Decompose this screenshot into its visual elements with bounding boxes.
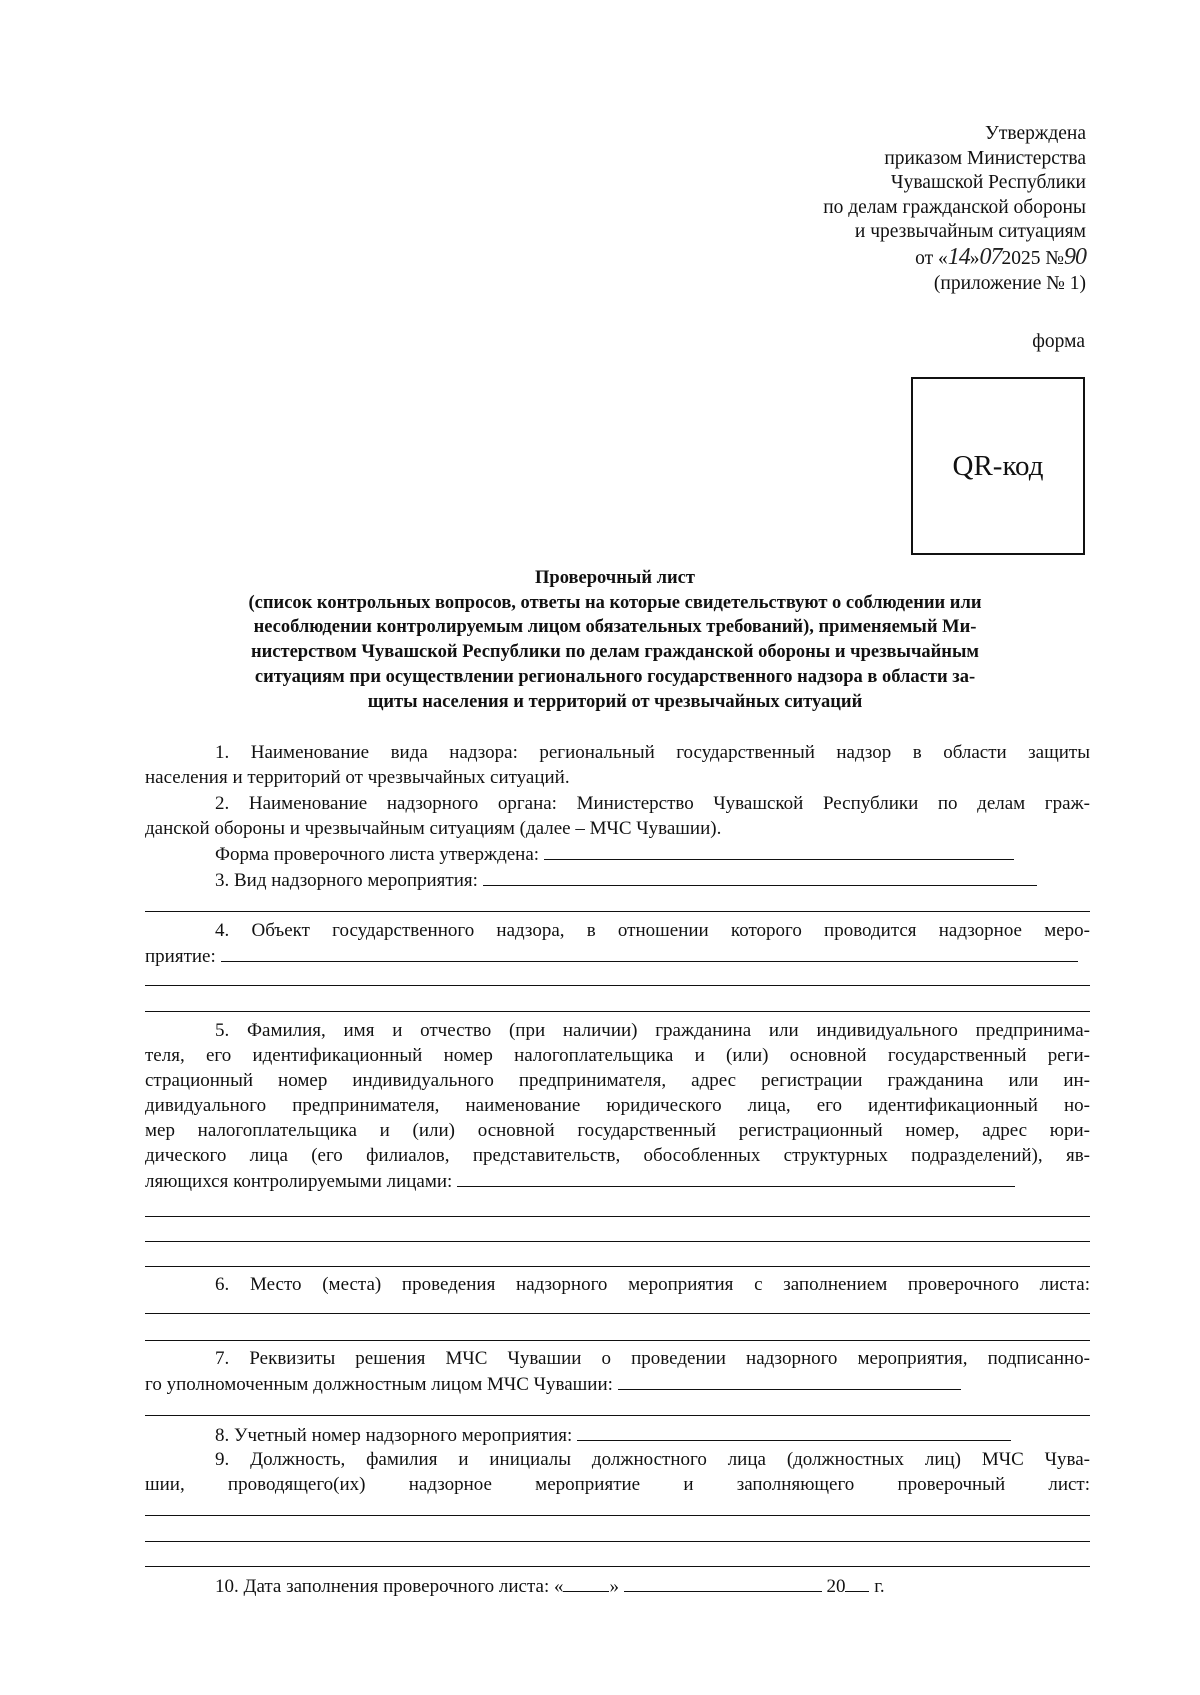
item-9-extra-line[interactable] bbox=[145, 1566, 1090, 1567]
item-9-line-2: шии, проводящего(их) надзорное мероприятие и заполняющего проверочный лист: bbox=[145, 1474, 1090, 1495]
title-line: ситуациям при осуществлении регионального государственного надзора в области за- bbox=[254, 666, 976, 687]
item-6-line: 6. Место (места) проведения надзорного мероприятия с заполнением проверочного листа: bbox=[215, 1274, 1090, 1295]
item-7-label: го уполномоченным должностным лицом МЧС Чувашии: bbox=[145, 1374, 613, 1395]
approval-line: Утверждена bbox=[985, 123, 1086, 144]
item-7-row bbox=[145, 1371, 1090, 1397]
item-6-extra-line[interactable] bbox=[145, 1313, 1090, 1314]
item-9-extra-line[interactable] bbox=[145, 1541, 1090, 1542]
item-9-extra-line[interactable] bbox=[145, 1515, 1090, 1516]
approval-line: по делам гражданской обороны bbox=[823, 196, 1086, 218]
item-5-line: теля, его идентификационный номер налогоплательщика и (или) основной государственный реги- bbox=[145, 1045, 1090, 1066]
item-7-field[interactable] bbox=[618, 1371, 961, 1390]
approval-date bbox=[823, 245, 1086, 272]
item-5-line: мер налогоплательщика и (или) основной государственный регистрационный номер, адрес юри- bbox=[145, 1120, 1090, 1141]
item-4-extra-line[interactable] bbox=[145, 985, 1090, 986]
item-8-row bbox=[145, 1422, 1090, 1448]
item-8-field[interactable] bbox=[577, 1422, 1011, 1441]
title-line: (список контрольных вопросов, ответы на которые свидетельствуют о соблюдении или bbox=[248, 592, 982, 613]
approval-block bbox=[823, 122, 1086, 296]
form-approved-label: Форма проверочного листа утверждена: bbox=[215, 844, 540, 865]
item-5-extra-line[interactable] bbox=[145, 1216, 1090, 1217]
approval-line: Чувашской Республики bbox=[890, 172, 1086, 194]
approval-line: приказом Министерства bbox=[884, 147, 1086, 169]
item-5-line: дивидуального предпринимателя, наименование юридического лица, его идентификационный но- bbox=[145, 1095, 1090, 1116]
item-2-line-2: данской обороны и чрезвычайным ситуациям (далее – МЧС Чувашии). bbox=[145, 818, 722, 839]
handwritten-number: 90 bbox=[1064, 243, 1086, 270]
title-line: щиты населения и территорий от чрезвычайных ситуаций bbox=[367, 691, 863, 712]
item-5-extra-line[interactable] bbox=[145, 1266, 1090, 1267]
date-year: 2025 № bbox=[1001, 247, 1064, 269]
item-10-day-field[interactable] bbox=[563, 1573, 609, 1592]
handwritten-day: 14 bbox=[947, 243, 970, 270]
item-4-field[interactable] bbox=[221, 943, 1078, 962]
item-2-line-1: 2. Наименование надзорного органа: Министерство Чувашской Республики по делам граж- bbox=[215, 793, 1090, 814]
title-line: нистерством Чувашской Республики по делам гражданской обороны и чрезвычайным bbox=[250, 642, 980, 663]
item-7-extra-line[interactable] bbox=[145, 1415, 1090, 1416]
item-10-label: 10. Дата заполнения проверочного листа: « bbox=[215, 1576, 564, 1597]
item-10-year-prefix: 20 bbox=[826, 1576, 846, 1597]
handwritten-month: 07 bbox=[979, 243, 1002, 270]
item-8-label: 8. Учетный номер надзорного мероприятия: bbox=[215, 1425, 573, 1446]
item-5-last-label: ляющихся контролируемыми лицами: bbox=[145, 1171, 453, 1192]
item-10-suffix: г. bbox=[874, 1576, 885, 1597]
item-5-extra-line[interactable] bbox=[145, 1241, 1090, 1242]
item-5-line: страционный номер индивидуального предпринимателя, адрес регистрации гражданина или ин- bbox=[145, 1070, 1090, 1091]
form-approved-row bbox=[145, 841, 1090, 867]
date-mid: » bbox=[969, 247, 980, 269]
form-approved-field[interactable] bbox=[544, 841, 1014, 860]
item-4-row bbox=[145, 943, 1090, 969]
item-10-quote: » bbox=[609, 1576, 619, 1597]
item-3-row bbox=[145, 867, 1090, 893]
item-9-line-1: 9. Должность, фамилия и инициалы должностного лица (должностных лиц) МЧС Чува- bbox=[215, 1449, 1090, 1470]
item-4-label: приятие: bbox=[145, 946, 216, 967]
item-4-line-1: 4. Объект государственного надзора, в отношении которого проводится надзорное меро- bbox=[215, 920, 1090, 941]
item-5-field[interactable] bbox=[457, 1168, 1015, 1187]
item-1-line-2: населения и территорий от чрезвычайных ситуаций. bbox=[145, 767, 570, 788]
qr-code-placeholder bbox=[911, 377, 1085, 555]
item-10-year-field[interactable] bbox=[845, 1573, 869, 1592]
item-3-extra-line[interactable] bbox=[145, 911, 1090, 912]
item-10-row bbox=[215, 1573, 885, 1599]
item-3-label: 3. Вид надзорного мероприятия: bbox=[215, 870, 478, 891]
item-7-line-1: 7. Реквизиты решения МЧС Чувашии о проведении надзорного мероприятия, подписанно- bbox=[215, 1348, 1090, 1369]
item-5-line: дического лица (его филиалов, представительств, обособленных структурных подразделений), яв- bbox=[145, 1145, 1090, 1166]
item-10-month-field[interactable] bbox=[624, 1573, 822, 1592]
forma-label: форма bbox=[1032, 331, 1085, 352]
item-5-last-row bbox=[145, 1168, 1090, 1194]
title-line: несоблюдении контролируемым лицом обязательных требований), применяемый Ми- bbox=[253, 617, 977, 638]
item-3-field[interactable] bbox=[483, 867, 1037, 886]
appendix-label: (приложение № 1) bbox=[933, 272, 1086, 294]
qr-code-label: QR-код bbox=[952, 449, 1044, 482]
item-6-extra-line[interactable] bbox=[145, 1340, 1090, 1341]
title-line: Проверочный лист bbox=[535, 568, 695, 588]
item-5-line: 5. Фамилия, имя и отчество (при наличии) гражданина или индивидуального предпринима- bbox=[215, 1020, 1090, 1041]
item-1-line-1: 1. Наименование вида надзора: региональный государственный надзор в области защиты bbox=[215, 742, 1090, 763]
approval-line: и чрезвычайным ситуациям bbox=[854, 221, 1086, 243]
document-title bbox=[140, 566, 1090, 714]
item-4-extra-line[interactable] bbox=[145, 1011, 1090, 1012]
date-prefix: от « bbox=[915, 247, 948, 269]
